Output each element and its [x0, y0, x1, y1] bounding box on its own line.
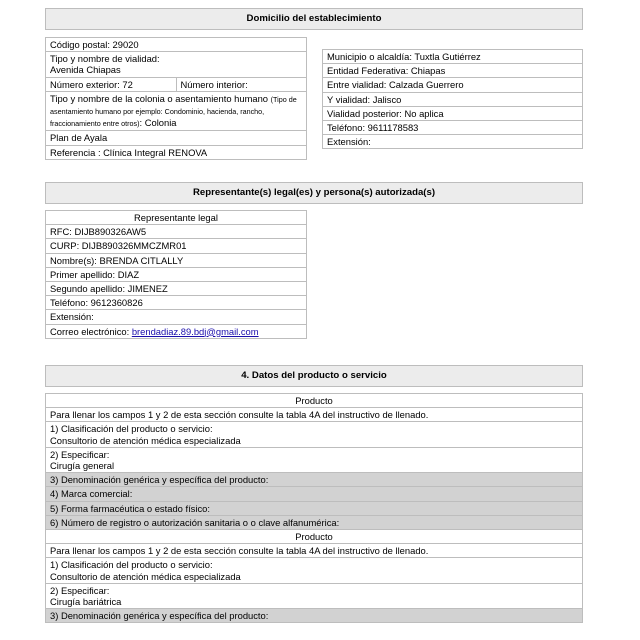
denominacion-row: 3) Denominación genérica y específica del producto: — [46, 609, 583, 623]
colonia-value: : Colonia — [139, 117, 177, 129]
especificar-label: 2) Especificar: — [50, 448, 110, 460]
registro-row: 6) Número de registro o autorización sanitaria o o clave alfanumérica: — [46, 515, 583, 529]
telefono-representante: Teléfono: 9612360826 — [46, 296, 307, 310]
colonia-label: Tipo y nombre de la colonia o asentamiento humano — [50, 92, 269, 104]
correo-label: Correo electrónico: — [50, 325, 132, 337]
domicilio-right-table — [322, 49, 583, 149]
especificar-label: 2) Especificar: — [50, 584, 110, 596]
section-header-producto: 4. Datos del producto o servicio — [45, 365, 583, 387]
segundo-apellido: Segundo apellido: JIMENEZ — [46, 282, 307, 296]
especificar-value: Cirugía general — [50, 460, 115, 472]
y-vialidad: Y vialidad: Jalisco — [323, 92, 583, 106]
correo-row — [46, 324, 307, 338]
vialidad-label: Tipo y nombre de vialidad: — [50, 53, 160, 65]
section-header-domicilio: Domicilio del establecimiento — [45, 8, 583, 30]
especificar-cell — [46, 447, 583, 472]
curp: CURP: DIJB890326MMCZMR01 — [46, 239, 307, 253]
domicilio-left-table — [45, 37, 307, 160]
colonia-name: Plan de Ayala — [46, 131, 307, 145]
denominacion-row: 3) Denominación genérica y específica del producto: — [46, 473, 583, 487]
clasificacion-cell — [46, 558, 583, 583]
telefono-establecimiento: Teléfono: 9611178583 — [323, 121, 583, 135]
entidad-federativa: Entidad Federativa: Chiapas — [323, 64, 583, 78]
clasificacion-value: Consultorio de atención médica especializada — [50, 434, 241, 446]
marca-row: 4) Marca comercial: — [46, 487, 583, 501]
producto-title: Producto — [46, 530, 583, 544]
clasificacion-cell — [46, 422, 583, 447]
colonia-cell — [46, 91, 307, 131]
producto-table — [45, 393, 583, 623]
producto-title: Producto — [46, 394, 583, 408]
especificar-cell — [46, 583, 583, 608]
numero-exterior: Número exterior: 72 — [46, 78, 176, 91]
vialidad-posterior: Vialidad posterior: No aplica — [323, 106, 583, 120]
primer-apellido: Primer apellido: DIAZ — [46, 267, 307, 281]
colonia-note: (Tipo de asentamiento humano por ejemplo: Condominio, hacienda, rancho, fraccionamiento entre otros) — [50, 94, 297, 129]
extension-establecimiento: Extensión: — [323, 135, 583, 149]
representante-title: Representante legal — [46, 211, 307, 225]
nombres: Nombre(s): BRENDA CITLALLY — [46, 253, 307, 267]
extension-representante: Extensión: — [46, 310, 307, 324]
municipio: Municipio o alcaldía: Tuxtla Gutiérrez — [323, 50, 583, 64]
clasificacion-value: Consultorio de atención médica especializada — [50, 570, 241, 582]
rfc: RFC: DIJB890326AW5 — [46, 225, 307, 239]
codigo-postal: Código postal: 29020 — [46, 38, 307, 52]
clasificacion-label: 1) Clasificación del producto o servicio: — [50, 559, 213, 571]
representante-table — [45, 210, 307, 339]
email-link[interactable]: brendadiaz.89.bdj@gmail.com — [131, 325, 259, 337]
vialidad-cell — [46, 52, 307, 77]
forma-row: 5) Forma farmacéutica o estado físico: — [46, 501, 583, 515]
clasificacion-label: 1) Clasificación del producto o servicio: — [50, 423, 213, 435]
entre-vialidad: Entre vialidad: Calzada Guerrero — [323, 78, 583, 92]
numero-interior: Número interior: — [180, 78, 248, 90]
referencia: Referencia : Clínica Integral RENOVA — [46, 145, 307, 159]
section-header-representante: Representante(s) legal(es) y persona(s) autorizada(s) — [45, 182, 583, 204]
producto-instruction: Para llenar los campos 1 y 2 de esta sección consulte la tabla 4A del instructivo de llenado. — [46, 544, 583, 558]
vialidad-value: Avenida Chiapas — [50, 64, 121, 76]
producto-instruction: Para llenar los campos 1 y 2 de esta sección consulte la tabla 4A del instructivo de llenado. — [46, 408, 583, 422]
especificar-value: Cirugía bariátrica — [50, 596, 122, 608]
numeros-row — [46, 77, 307, 91]
